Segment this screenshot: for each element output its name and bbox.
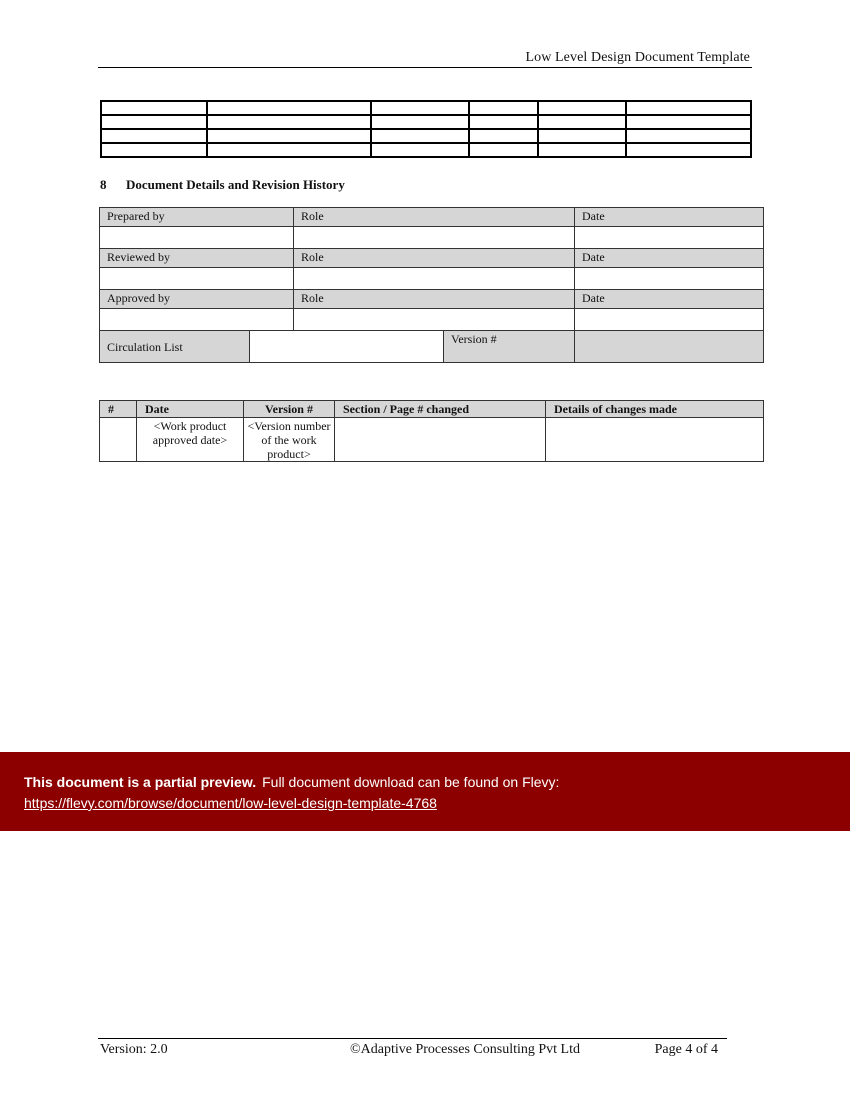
column-header: # [100, 401, 137, 418]
table-row [100, 418, 764, 462]
banner-text: Full document download can be found on Flevy: [262, 774, 560, 790]
footer-page-number: Page 4 of 4 [654, 1042, 718, 1057]
header-title: Low Level Design Document Template [525, 50, 750, 65]
column-header: Version # [244, 401, 335, 418]
banner-message [24, 774, 559, 790]
table-row [101, 129, 751, 143]
table-cell [207, 143, 371, 157]
approved-by-field[interactable] [100, 309, 294, 331]
table-cell [469, 143, 538, 157]
table-cell [469, 115, 538, 129]
section-title: Document Details and Revision History [126, 177, 345, 192]
table-row [100, 227, 764, 249]
section-number: 8 [100, 177, 107, 192]
role-label: Role [294, 208, 575, 227]
table-cell [207, 129, 371, 143]
signoff-table [99, 207, 764, 363]
revision-version-cell[interactable]: <Version number of the work product> [244, 418, 335, 462]
table-cell [207, 115, 371, 129]
role-label: Role [294, 249, 575, 268]
approved-by-label: Approved by [100, 290, 294, 309]
table-row [101, 101, 751, 115]
approved-role-field[interactable] [294, 309, 575, 331]
header-rule [98, 67, 752, 68]
table-cell [538, 101, 626, 115]
table-row [101, 115, 751, 129]
date-label: Date [575, 290, 764, 309]
table-row [100, 309, 764, 331]
table-cell [626, 115, 751, 129]
table-header-row [100, 401, 764, 418]
circulation-list-label: Circulation List [100, 331, 250, 363]
revision-number-cell[interactable] [100, 418, 137, 462]
table-cell [538, 129, 626, 143]
table-row [100, 249, 764, 268]
table-row [100, 331, 764, 363]
prepared-role-field[interactable] [294, 227, 575, 249]
column-header: Section / Page # changed [335, 401, 546, 418]
blank-table [100, 100, 752, 158]
version-label: Version # [444, 331, 575, 363]
table-cell [371, 143, 469, 157]
table-cell [626, 129, 751, 143]
banner-lead: This document is a partial preview. [24, 774, 257, 790]
prepared-date-field[interactable] [575, 227, 764, 249]
table-row [100, 268, 764, 290]
footer-version: Version: 2.0 [100, 1042, 168, 1057]
table-cell [538, 143, 626, 157]
prepared-by-label: Prepared by [100, 208, 294, 227]
date-label: Date [575, 249, 764, 268]
footer-copyright: ©Adaptive Processes Consulting Pvt Ltd [350, 1042, 580, 1057]
download-link[interactable]: https://flevy.com/browse/document/low-level-design-template-4768 [24, 795, 437, 811]
table-cell [101, 101, 207, 115]
footer-rule [98, 1038, 727, 1039]
table-cell [538, 115, 626, 129]
approved-date-field[interactable] [575, 309, 764, 331]
table-row [100, 208, 764, 227]
table-cell [101, 143, 207, 157]
section-heading [100, 177, 345, 193]
table-cell [469, 129, 538, 143]
preview-banner [0, 752, 850, 831]
prepared-by-field[interactable] [100, 227, 294, 249]
table-cell [626, 143, 751, 157]
role-label: Role [294, 290, 575, 309]
circulation-list-field[interactable] [250, 331, 444, 363]
revision-section-cell[interactable] [335, 418, 546, 462]
table-row [101, 143, 751, 157]
revision-table [99, 400, 764, 462]
date-label: Date [575, 208, 764, 227]
table-row [100, 290, 764, 309]
table-cell [371, 115, 469, 129]
column-header: Details of changes made [546, 401, 764, 418]
reviewed-role-field[interactable] [294, 268, 575, 290]
version-field[interactable] [575, 331, 764, 363]
table-cell [469, 101, 538, 115]
revision-date-cell[interactable]: <Work product approved date> [137, 418, 244, 462]
reviewed-by-label: Reviewed by [100, 249, 294, 268]
table-cell [626, 101, 751, 115]
reviewed-by-field[interactable] [100, 268, 294, 290]
reviewed-date-field[interactable] [575, 268, 764, 290]
table-cell [101, 129, 207, 143]
table-cell [101, 115, 207, 129]
revision-details-cell[interactable] [546, 418, 764, 462]
table-cell [371, 101, 469, 115]
column-header: Date [137, 401, 244, 418]
table-cell [207, 101, 371, 115]
table-cell [371, 129, 469, 143]
